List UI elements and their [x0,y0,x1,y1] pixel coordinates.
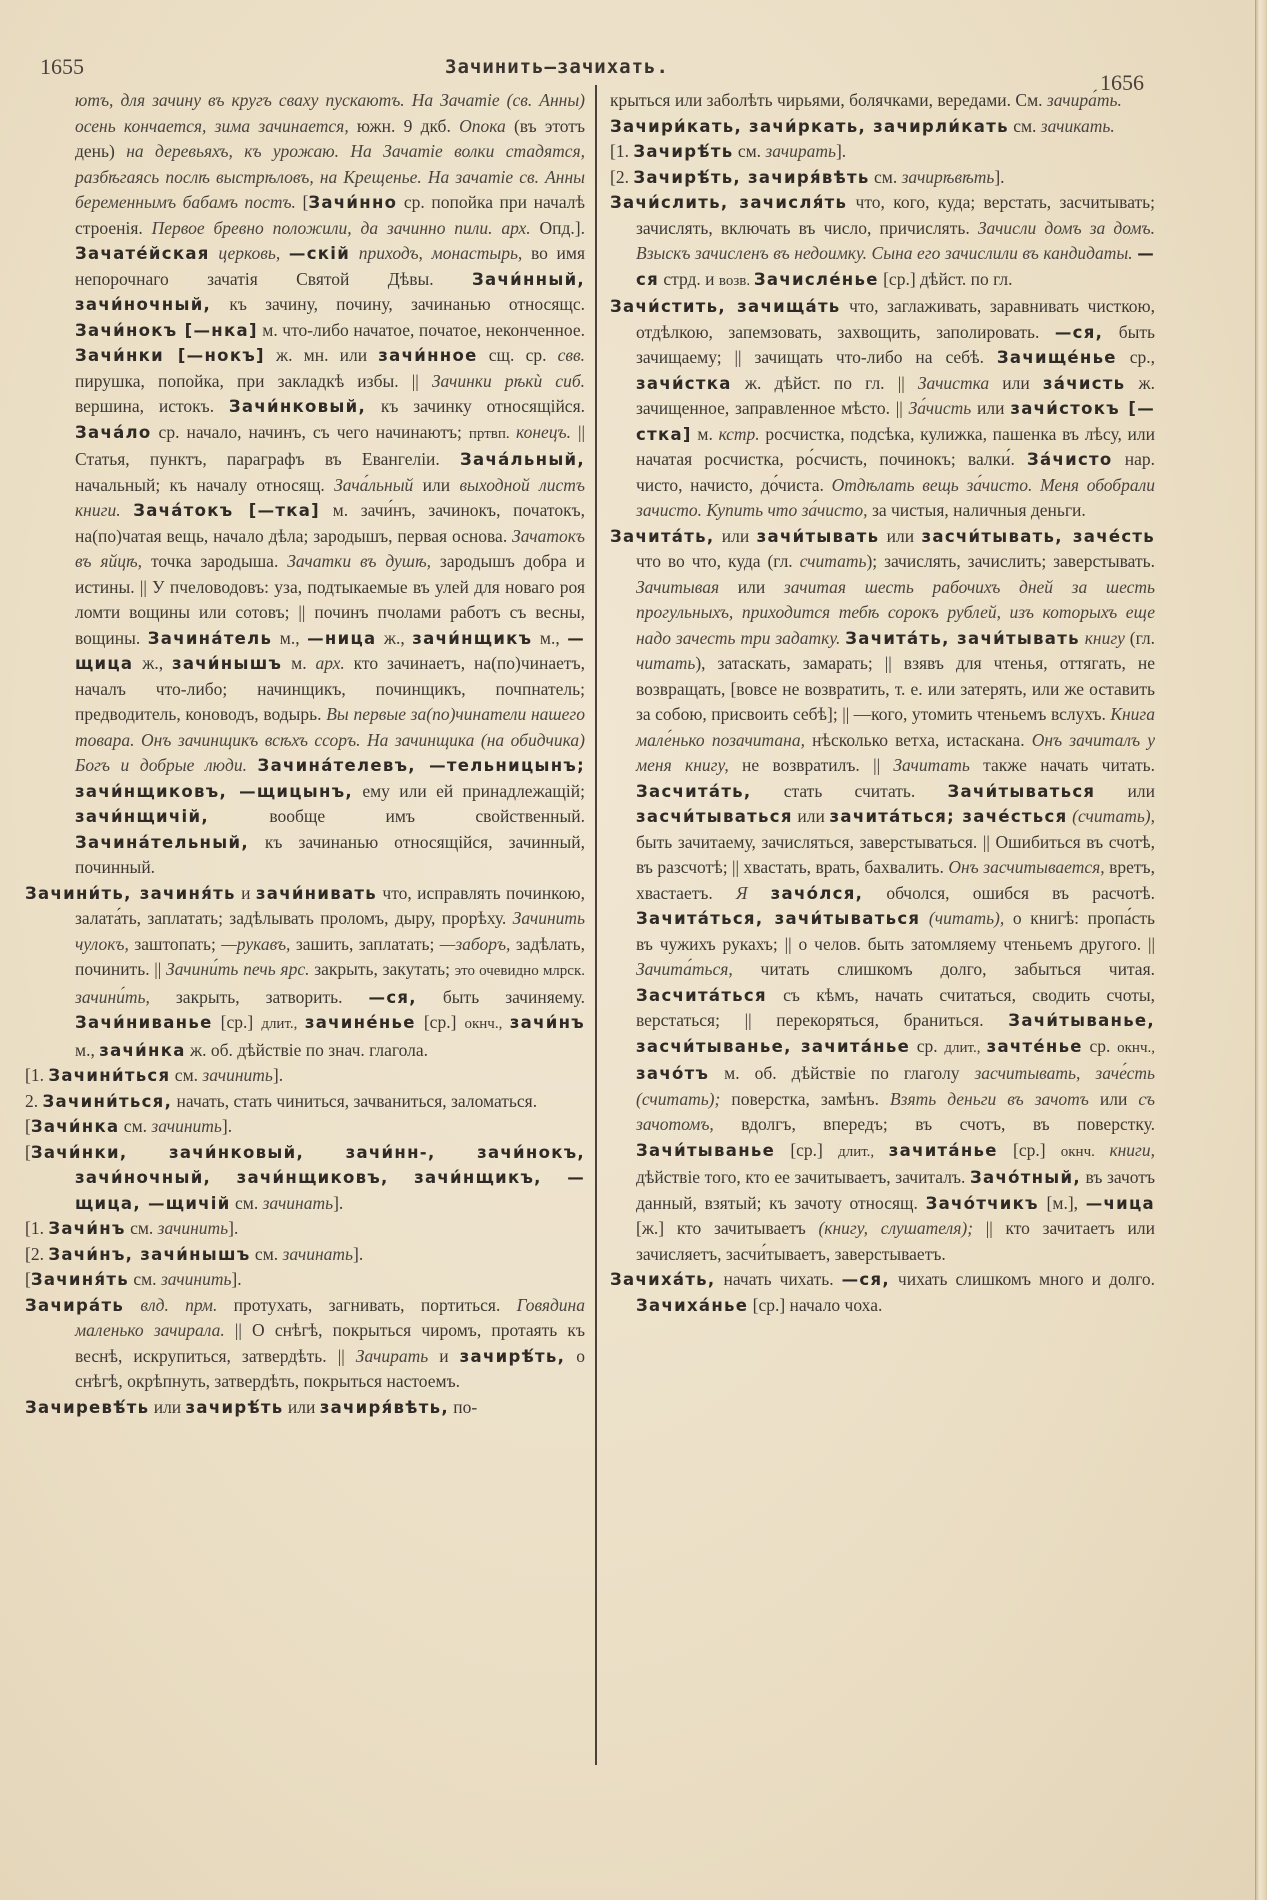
dictionary-entry [610,88,1155,114]
headword: Зачира́ть [25,1295,125,1315]
example-italic: Зачинить чулокъ, [75,908,585,954]
headword: Зачате́йская [75,244,210,263]
example-italic: Зачатокъ въ яйцѣ, [75,525,585,571]
definition-text: см. [119,1116,152,1136]
definition-text: 2. [25,1090,43,1111]
definition-text: м. что-либо начатое, початое, неконченное. [257,319,585,340]
definition-text: возв. [718,272,754,289]
example-italic: (книгу, слушателя); [818,1218,974,1238]
example-italic: Я [735,882,748,903]
headword: —щица [75,628,586,673]
example-italic: влд. прм. [124,1294,218,1315]
headword: Зачина́тель [147,628,273,648]
example-italic: Взять деньги въ зачотъ [889,1088,1089,1109]
definition-text: длит., [838,1143,889,1160]
example-italic: Зачатки въ душѣ, [287,551,431,571]
page-edge [1255,0,1267,1900]
headword: засчи́тываться [636,807,793,826]
dictionary-entry [25,1293,585,1395]
definition-text: [ср.] [775,1139,839,1160]
definition-text: росчистка, подсѣка, кулижка, пашенка въ лѣсу, или начатая росчистка, ро́счисть, починокъ; валки́. [636,423,1155,469]
definition-text: пртвп. [468,425,517,442]
definition-text: вретъ, хвастаетъ. [636,857,1155,903]
definition-text: и [235,882,256,903]
headword: Зачи́нокъ [—нка] [75,320,258,340]
definition-text: къ зачинку относящійся. [366,396,585,416]
example-italic: зачинать [282,1243,353,1264]
headword: Зачо́тный, [969,1168,1081,1187]
definition-text: по- [448,1396,478,1417]
headword: Зачиха́ть, [610,1270,716,1289]
definition-text: крыться или заболѣть чирьями, болячками, вередами. См. [610,90,1047,110]
definition-text [747,883,770,903]
example-italic: За́чисть [908,398,972,418]
definition-text: ср. [1082,1035,1118,1056]
headword: Зачи́нки, зачи́нковый, зачи́нн-, зачи́нокъ, зачи́ночный, зачи́нщиковъ, зачи́нщикъ, —щица, —щичій [30,1142,585,1213]
definition-text: вообще имъ свойственный. [208,806,585,826]
example-italic: Зачирать [355,1345,429,1366]
headword: Зача́льный, [460,450,585,469]
example-italic: книги, [1109,1139,1156,1160]
definition-text: за чистыя, наличныя деньги. [867,500,1086,520]
definition-text: см. [250,1243,283,1264]
example-italic: выходной листъ книги. [75,474,585,520]
example-italic: ютъ, для зачину въ кругъ сваху пускаютъ. На Зачатіе (св. Анны) осень кончается, зима зачинается, [75,90,585,136]
definition-text: къ зачинанью относящійся, зачинный, починный. [75,831,585,877]
dictionary-entry [25,881,585,1064]
definition-text: нар. чисто, начисто, до́чиста. [636,449,1155,495]
definition-text: ср. попойка при началѣ строенія. [75,192,585,238]
definition-text: [1. [610,141,634,161]
definition-text: [2. [610,166,634,187]
definition-text: ]. [228,1218,239,1238]
definition-text: см. [230,1192,263,1213]
headword: зачте́нье [986,1036,1083,1056]
dictionary-entry [25,1216,585,1242]
example-italic: Зачисли домъ за домъ. Взыскъ зачисленъ въ недоимку. Сына его зачислили въ кандидаты. [636,217,1155,263]
headword: зачи́нивать [255,883,378,903]
definition-text: нѣсколько ветха, истаскана. [804,729,1032,750]
headword: Зачище́нье [996,348,1117,367]
definition-text: что, кого, куда; верстать, засчитывать; зачислять, включать въ число, причислять. [636,192,1156,238]
definition-text: дѣйствіе того, кто ее зачитываетъ, зачиталъ. [636,1167,970,1187]
example-italic: Зачинки рѣкѝ сиб. [431,370,585,391]
headword: Зачиревѣ́ть [25,1397,150,1417]
definition-text: быть зачищаему; || зачищать что-либо на себѣ. [636,321,1155,367]
definition-text: начать, стать чиниться, зачваниться, заломаться. [172,1090,538,1111]
page-number-right: 1656 [1100,70,1144,95]
definition-text: [ [25,1269,31,1289]
headword: зачи́нщичій, [75,807,209,826]
definition-text: и [428,1345,460,1366]
example-italic: съ зачотомъ, [636,1088,1155,1134]
definition-text: ср. начало, начинъ, съ чего начинаютъ; [151,421,469,442]
example-italic: Вы первые за(по)чинатели нашего товара. Онъ зачинщикъ всѣхъ ссоръ. На зачинщика (на обидчика) Богъ и добрые люди. [75,704,585,775]
headword: Зачирѣ́ть, зачиря́вѣть [633,167,870,187]
dictionary-entry [25,1063,585,1089]
example-italic: —рукавъ, [221,933,291,954]
headword: Зачири́кать, зачи́ркать, зачирли́кать [610,116,1009,136]
headword: Зачиня́ть [30,1270,129,1289]
headword: зачита́ться; заче́сться [829,807,1068,826]
example-italic: зачинить [160,1269,232,1289]
definition-text: или [989,372,1043,393]
example-italic: зачитая шесть рабочихъ дней за шесть прогульныхъ, приходится тебѣ сорокъ рублей, изъ которыхъ еще надо зачесть три задатку. [636,576,1155,648]
example-italic: Отдѣлать вещь за́чисто. Меня обобрали зачисто. Купить что за́чисто, [636,474,1155,520]
definition-text: задѣлать, починить. || [75,933,586,979]
headword: —ся [636,244,1155,289]
headword: зачи́нное [378,346,478,365]
definition-text: во имя непорочнаго зачатія Святой Дѣвы. [75,243,585,289]
definition-text: въ зачотъ данный, взятый; къ зачоту относящ. [636,1167,1155,1213]
dictionary-entry [25,1267,585,1293]
definition-text: что, исправлять починкою, залата́ть, заплатать; задѣлывать проломъ, дыру, прорѣху. [75,882,585,928]
dictionary-entry [75,88,585,881]
headword: зачита́нье [888,1140,998,1160]
definition-text: [ср.] [415,1012,465,1032]
headword: Зачо́тчикъ [925,1193,1039,1213]
definition-text: || О снѣгѣ, покрыться чиромъ, протаять къ веснѣ, искрупиться, затвердѣть. || [75,1320,585,1366]
page-number-left: 1655 [40,54,84,79]
definition-text: закрыть, закутать; [309,959,455,979]
definition-text: къ зачину, почину, зачинанью относящс. [211,294,585,314]
headword: Зачита́ться, зачи́тываться [636,909,921,928]
example-italic: Онъ зачиталъ у меня книгу, [636,729,1155,775]
definition-text: м., [75,1039,100,1060]
headword: Зачина́телевъ, —тельницынъ; зачи́нщиковъ, —щицынъ, [75,756,585,801]
definition-text: [ [25,1141,31,1162]
definition-text: протухать, загнивать, портиться. [217,1294,517,1315]
example-italic: кстр. [718,423,760,444]
definition-text: стать считать. [751,780,948,801]
headword: —ся, [841,1270,890,1289]
example-italic: Зачитывая [636,576,720,597]
definition-text: см. [170,1065,203,1085]
headword: Зачи́нка [30,1117,120,1136]
definition-text: или [879,525,922,546]
example-italic: засчитывать, заче́сть (считать); [636,1063,1155,1109]
example-italic: Зачини́ть печь ярс. [166,959,310,979]
headword: Зача́ло [75,422,152,442]
headword: зачирѣ́ть [185,1397,284,1417]
definition-text: закрыть, затворить. [149,986,369,1007]
example-italic: считать [799,551,867,571]
example-italic: Зача́льный [334,474,414,495]
definition-text: см. [128,1269,161,1289]
headword: Зачи́нковый, [228,397,367,416]
example-italic: свв. [557,345,585,365]
definition-text: или [283,1396,320,1417]
definition-text: ж., [376,627,413,648]
definition-text: не возвратилъ. || [728,755,894,775]
definition-text: о снѣгѣ, окрѣпнуть, затвердѣть, покрыться настоемъ. [75,1345,585,1391]
headword: зачи́стокъ [—стка] [636,399,1155,444]
definition-text: [1. [25,1218,49,1238]
example-italic: зачинить [157,1218,229,1238]
definition-text: начать чихать. [715,1269,842,1289]
headword: Зачита́ть, [610,526,715,546]
headword: Зачисле́нье [753,269,879,289]
definition-text: см. [733,141,766,161]
headword: зачо́тъ [636,1064,710,1083]
headword: Зачи́слить, зачисля́ть [610,193,848,212]
definition-text: м., [272,627,308,648]
example-italic: зачинать [262,1192,334,1213]
left-column [25,88,586,1420]
example-italic: зачирать [765,141,836,161]
definition-text: ср., [1116,347,1155,367]
headword: зачине́нье [304,1013,416,1032]
headword: Зачи́нки [—нокъ] [75,346,265,365]
headword: За́чисто [1027,450,1113,469]
definition-text: или [1088,1088,1139,1109]
definition-text: вершина, истокъ. [75,396,229,416]
headword: Зачини́ться [48,1066,171,1085]
dictionary-entry [25,1140,585,1217]
definition-text: [ср.] [997,1139,1061,1160]
dictionary-entry [25,1242,585,1268]
definition-text: или [971,398,1011,418]
definition-text: ему или ей принадлежащій; [353,780,585,801]
definition-text: [ср.] дѣйст. по гл. [878,268,1013,289]
page-header [0,52,1255,95]
definition-text: точка зародыша. [142,551,288,571]
definition-text: [м.], [1038,1192,1086,1213]
definition-text [121,500,134,520]
example-italic: Зачита́ться, [636,959,733,979]
definition-text: окнч., [1117,1039,1155,1056]
headword: Зачи́тыванье [636,1140,776,1160]
definition-text: ]. [994,166,1005,187]
headword: —скій [288,244,351,263]
definition-text: ]. [353,1243,364,1264]
example-italic: читать [636,653,696,673]
dictionary-entry [610,139,1155,165]
definition-text [247,755,258,775]
definition-text: ), затаскать, замарать; || взявъ для чтенья, оттягать, не возвращать, [вовсе не возвратить, т. е. или затерять, или же оставить за собою, присвоить себѣ]; || —кого, утомить чтеньемъ вслухъ. [636,653,1155,724]
definition-text: Опд.]. [530,217,585,238]
example-italic: зачини́ть, [75,986,150,1007]
definition-text: или [714,525,757,546]
definition-text: [ср.] [212,1012,262,1032]
example-italic: —заборъ, [439,933,511,954]
definition-text: обчолся, ошибся въ расчотѣ. [863,882,1156,903]
right-column [610,88,1155,1318]
example-italic: (считать), [1067,806,1156,826]
definition-text: (въ этотъ день) [75,115,586,161]
definition-text: длит., [261,1016,305,1032]
headword: зачи́тывать [756,526,880,546]
definition-text: [1. [25,1065,49,1085]
definition-text: быть зачитаему, зачисляться, заверстываться. || Ошибиться въ счотѣ, въ разсчотѣ; || хвастать, врать, бахвалить. [636,831,1155,877]
example-italic: зачирѣвѣть [901,166,995,187]
definition-text: кто зачинаетъ, на(по)чинаетъ, началъ что-либо; начинщикъ, починщикъ, почпнатель; предводитель, коноводъ, водырь. [75,653,586,724]
definition-text: окнч., [464,1016,510,1032]
headword: зачи́нышъ [171,654,283,673]
definition-text: или [149,1396,186,1417]
definition-text: (гл. [1124,627,1155,648]
headword: за́чисть [1042,373,1126,393]
headword: Зачини́ться, [42,1091,173,1111]
definition-text: ]. [272,1065,284,1085]
definition-text: съ кѣмъ, начать считаться, сводить счоты, верстаться; || перекоряться, браниться. [636,984,1155,1030]
headword: зачи́нка [99,1040,186,1060]
headword: Засчита́ть, [636,781,752,801]
headword: Зачина́тельный, [75,832,249,852]
example-italic: церковь, [209,243,289,263]
definition-text: это очевидно млрск. [454,963,585,979]
definition-text: ж. мн. или [264,345,379,365]
headword: Зачи́стить, зачища́ть [610,297,841,316]
headword: зачиря́вѣть, [319,1397,449,1417]
definition-text: длит., [944,1039,987,1056]
headword: зачи́нъ [509,1013,586,1032]
headword: Засчита́ться [636,985,767,1005]
headword: Зачи́тыванье, засчи́тыванье, зачита́нье [636,1011,1155,1056]
dictionary-entry [610,524,1155,1268]
definition-text: заштопать; [128,933,222,954]
example-italic: зачикать. [1040,115,1115,136]
definition-text: стрд. и [658,268,719,289]
column-divider [595,85,597,1765]
example-italic: Онъ засчитывается, [948,857,1105,877]
headword: —чица [1085,1193,1155,1213]
definition-text: также начать читать. [969,755,1156,775]
example-italic: (читать), [920,908,1005,928]
definition-text: [ср.] начало чоха. [748,1294,883,1315]
definition-text: чихать слишкомъ много и долго. [889,1269,1155,1289]
definition-text: см. [869,166,902,187]
definition-text: зашить, заплатать; [290,933,440,954]
definition-text: зародышъ добра и истины. || У пчеловодовъ: уза, подтыкаемые въ улей для новаго роя ломти вощины или сотовъ; || починъ пчолами работъ съ весны, вощины. [75,551,586,648]
headword: Зачи́нно [308,193,398,212]
definition-text: || кто зачитаетъ или зачисляетъ, засчи́тываетъ, заверстываетъ. [636,1218,1155,1264]
definition-text: ср. [910,1035,945,1056]
headword: Зача́токъ [—тка] [133,501,321,520]
example-italic: приходъ, монастырь, [350,243,523,263]
definition-text: м. [282,653,316,673]
headword: зачирѣ́ть, [459,1346,566,1366]
dictionary-entry [610,294,1155,524]
example-italic: Книга мале́нько позачитана, [636,704,1155,750]
definition-text: см. [125,1218,158,1238]
definition-text: ]. [221,1116,233,1136]
definition-text: ]. [231,1269,242,1289]
definition-text: что во что, куда (гл. [636,551,800,571]
headword: Зачи́нъ, зачи́нышъ [48,1244,251,1264]
example-italic: Говядина маленько зачирала. [75,1294,585,1340]
definition-text: [ [295,192,309,212]
example-italic: зачира́ть. [1046,90,1122,110]
definition-text: ]. [333,1192,344,1213]
headword: засчи́тывать, заче́сть [921,526,1156,546]
definition-text: быть зачиняему. [416,986,585,1007]
definition-text: || Статья, пунктъ, параграфъ въ Евангеліи. [75,421,585,469]
example-italic: Опока [459,115,514,136]
dictionary-entry [610,1267,1155,1318]
dictionary-entry [25,1395,585,1421]
definition-text: [ [25,1116,31,1136]
headword: зачи́нщикъ [412,628,533,648]
definition-text: или [719,576,784,597]
example-italic: Первое бревно положили, да зачинно пили. арх. [151,217,531,238]
definition-text: южн. 9 дкб. [356,115,460,136]
headword: Зачирѣ́ть [633,142,734,161]
example-italic: на деревьяхъ, къ урожаю. На Зачатіе волки стадятся, разбѣгаясь послѣ выстрѣловъ, на Крещенье. На зачатіе св. Анны беременнымъ бабамъ постъ. [75,141,585,212]
headword: Зачиха́нье [636,1295,749,1315]
headword: Зачита́ть, зачи́тывать [845,628,1080,648]
definition-text: м. [691,423,719,444]
headword: —ся, [368,987,417,1007]
definition-text: окнч. [1060,1143,1110,1160]
definition-text: что, заглаживать, заравнивать чисткою, отдѣлкою, запемзовать, захвощить, заполировать. [636,296,1156,342]
definition-text: поверстка, замѣнъ. [720,1088,890,1109]
example-italic: книгу [1079,627,1125,648]
dictionary-entry [25,1114,585,1140]
headword: Зачи́нъ [48,1219,126,1238]
headword: —ся, [1054,322,1104,342]
definition-text: м., [532,627,568,648]
definition-text: ]. [835,141,847,161]
headword: Зачи́тываться [947,781,1096,801]
definition-text: читать слишкомъ долго, забыться читая. [732,959,1155,979]
definition-text: ж., [133,653,172,673]
headword: Зачини́ть, зачиня́ть [25,883,236,903]
running-title: Зачинить—зачихать. [445,56,669,78]
example-italic: Зачитать [893,755,970,775]
definition-text: или [413,474,460,495]
definition-text: вдолгъ, впередъ; въ счотъ, въ поверстку. [713,1114,1155,1134]
headword: Зачи́нный, зачи́ночный, [75,269,585,314]
example-italic: Зачистка [917,372,990,393]
definition-text: начальный; къ началу относящ. [75,474,335,495]
example-italic: конецъ. [516,421,571,442]
definition-text: ж. об. дѣйствіе по знач. глагола. [185,1039,429,1060]
definition-text: см. [1008,115,1041,136]
headword: зачо́лся, [770,883,864,903]
dictionary-entry [610,190,1155,294]
dictionary-entry [610,165,1155,191]
definition-text: ж. дѣйст. по гл. || [731,372,918,393]
definition-text: или [792,806,830,826]
definition-text: или [1095,780,1155,801]
definition-text: о книгѣ: пропа́сть въ чужихъ рукахъ; || о челов. быть затомляему чтеньемъ другого. || [636,908,1156,954]
example-italic: арх. [315,653,345,673]
dictionary-entry [25,1089,585,1115]
definition-text: м. об. дѣйствіе по глаголу [709,1063,975,1083]
headword: Зачи́ниванье [75,1013,213,1032]
definition-text: ж. зачищенное, заправленное мѣсто. || [636,372,1156,418]
headword: зачи́стка [636,373,732,393]
headword: —ница [307,628,377,648]
definition-text: ); зачислять, зачислить; заверстывать. [866,551,1155,571]
definition-text: пирушка, попойка, при закладкѣ избы. || [75,370,432,391]
definition-text: сщ. ср. [477,345,558,365]
dictionary-entry [610,114,1155,140]
definition-text: [2. [25,1243,49,1264]
example-italic: зачинить [202,1065,273,1085]
definition-text: м. зачи́нъ, зачинокъ, початокъ, на(по)чатая вещь, начало дѣла; зародышъ, первая основа. [75,500,585,546]
example-italic: зачинить [151,1116,222,1136]
definition-text: [ж.] кто зачитываетъ [636,1218,819,1238]
